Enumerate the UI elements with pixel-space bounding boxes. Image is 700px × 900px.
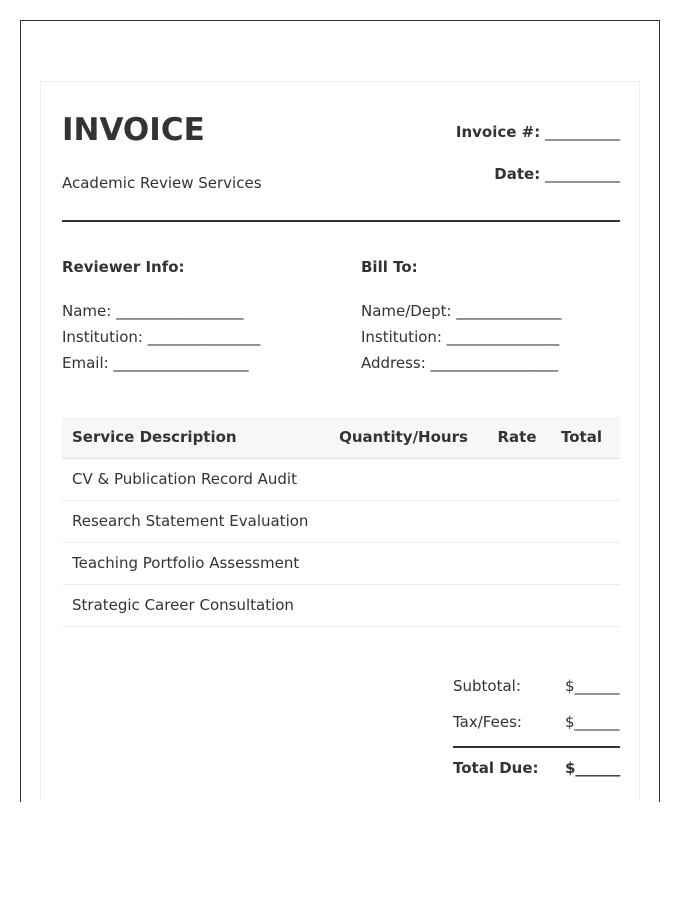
invoice-number-value: __________	[545, 123, 620, 141]
rate-cell	[483, 500, 551, 542]
total-cell	[551, 542, 620, 584]
invoice-date-line	[494, 164, 620, 184]
header-rate: Rate	[483, 417, 551, 458]
totals-block	[453, 675, 620, 779]
quantity-cell	[324, 584, 483, 626]
bill-to-name-label: Name/Dept:	[361, 302, 452, 320]
header-divider	[62, 220, 620, 222]
tax-row	[453, 711, 620, 733]
bill-to-institution-blank: _______________	[446, 328, 560, 346]
reviewer-email-label: Email:	[62, 354, 109, 372]
total-due-value: $______	[565, 759, 621, 777]
reviewer-email-line	[62, 350, 322, 376]
reviewer-institution-blank: _______________	[147, 328, 261, 346]
invoice-number-label: Invoice #:	[455, 123, 541, 141]
tax-value: $______	[565, 713, 620, 731]
bill-to-name-blank: ______________	[456, 302, 562, 320]
subtotal-row	[453, 675, 620, 697]
header-quantity-hours: Quantity/Hours	[324, 417, 483, 458]
bill-to-block	[361, 257, 621, 376]
bill-to-heading: Bill To:	[361, 258, 418, 276]
invoice-title: INVOICE	[62, 112, 205, 148]
bill-to-address-blank: _________________	[430, 354, 559, 372]
service-description-cell: Strategic Career Consultation	[62, 584, 324, 626]
reviewer-name-blank: _________________	[116, 302, 244, 320]
rate-cell	[483, 542, 551, 584]
invoice-date-value: __________	[545, 165, 620, 183]
reviewer-email-blank: __________________	[113, 354, 249, 372]
quantity-cell	[324, 458, 483, 500]
total-cell	[551, 500, 620, 542]
subtotal-value: $______	[565, 677, 620, 695]
reviewer-institution-line	[62, 324, 322, 350]
bill-to-address-line	[361, 350, 621, 376]
reviewer-institution-label: Institution:	[62, 328, 143, 346]
invoice-date-label: Date:	[494, 165, 541, 183]
header-service-description: Service Description	[62, 417, 324, 458]
reviewer-info-heading: Reviewer Info:	[62, 258, 185, 276]
subtotal-label: Subtotal:	[453, 677, 521, 695]
quantity-cell	[324, 500, 483, 542]
totals-divider	[453, 746, 620, 748]
service-description-cell: Research Statement Evaluation	[62, 500, 324, 542]
service-description-cell: Teaching Portfolio Assessment	[62, 542, 324, 584]
service-description-cell: CV & Publication Record Audit	[62, 458, 324, 500]
reviewer-info-block	[62, 257, 322, 376]
table-row	[62, 542, 620, 584]
invoice-subtitle: Academic Review Services	[62, 174, 262, 192]
total-cell	[551, 584, 620, 626]
rate-cell	[483, 584, 551, 626]
table-row	[62, 500, 620, 542]
table-row	[62, 584, 620, 626]
quantity-cell	[324, 542, 483, 584]
bill-to-name-line	[361, 298, 621, 324]
services-header-row	[62, 417, 620, 458]
tax-label: Tax/Fees:	[453, 713, 522, 731]
total-due-row	[453, 757, 620, 779]
total-cell	[551, 458, 620, 500]
services-table	[62, 417, 620, 627]
bill-to-address-label: Address:	[361, 354, 426, 372]
total-due-label: Total Due:	[453, 759, 539, 777]
invoice-number-line	[456, 122, 620, 142]
table-row	[62, 458, 620, 500]
reviewer-name-label: Name:	[62, 302, 112, 320]
bill-to-institution-label: Institution:	[361, 328, 442, 346]
rate-cell	[483, 458, 551, 500]
reviewer-name-line	[62, 298, 322, 324]
bill-to-institution-line	[361, 324, 621, 350]
header-total: Total	[551, 417, 620, 458]
